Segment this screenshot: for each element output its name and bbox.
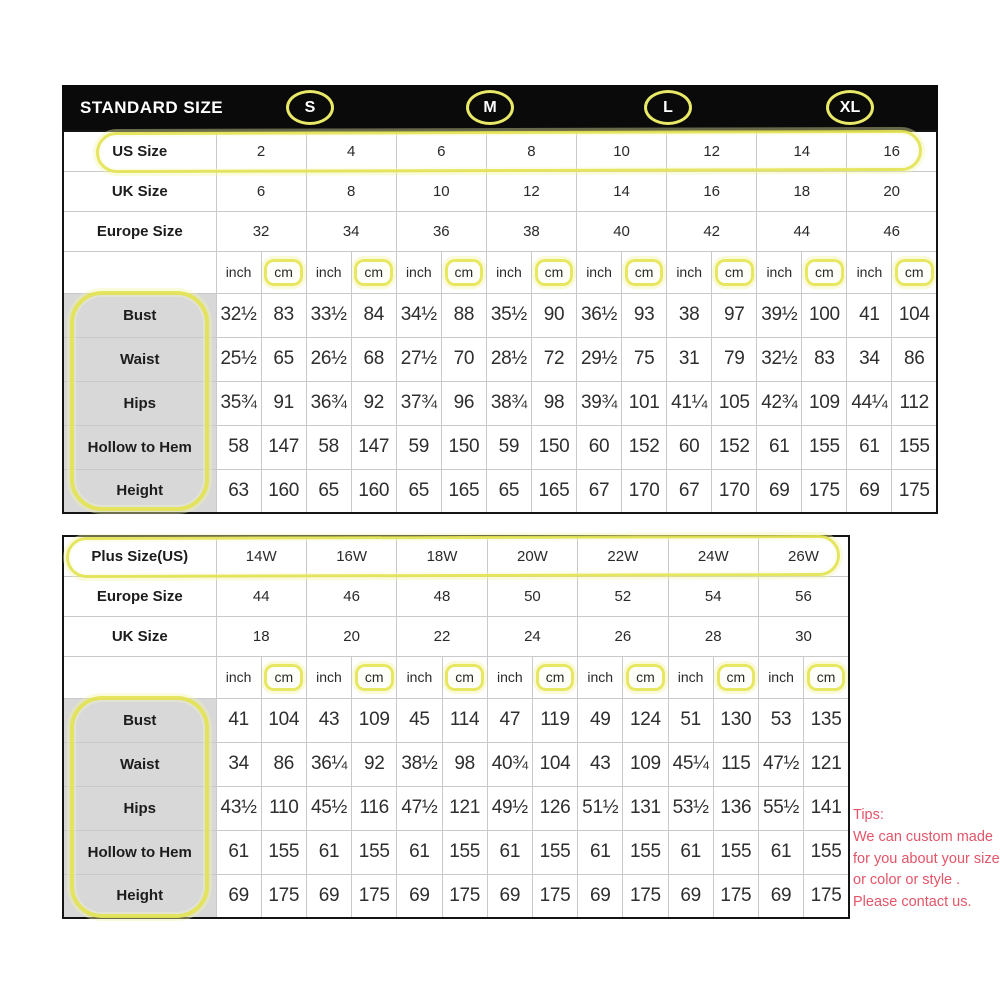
measure-value-cell: 109 (802, 381, 847, 425)
measure-value-cell: 72 (531, 337, 576, 381)
unit-inch-cell: inch (486, 251, 531, 293)
cm-highlight: cm (626, 664, 665, 691)
measure-value-cell: 25½ (216, 337, 261, 381)
unit-inch-cell: inch (216, 656, 261, 698)
measure-value-cell: 43 (306, 698, 351, 742)
custom-made-tips (853, 805, 1000, 913)
unit-cm-cell (351, 251, 396, 293)
size-value-cell: 16 (667, 171, 757, 211)
size-value-cell: 18 (757, 171, 847, 211)
measure-value-cell: 70 (441, 337, 486, 381)
cm-highlight: cm (625, 259, 664, 286)
measure-value-cell: 60 (667, 425, 712, 469)
measure-value-cell: 101 (622, 381, 667, 425)
measure-value-cell: 41 (847, 293, 892, 337)
measure-value-cell: 92 (352, 742, 397, 786)
size-row (63, 171, 937, 211)
unit-cm-cell (261, 656, 306, 698)
measure-value-cell: 114 (442, 698, 487, 742)
measure-value-cell: 175 (352, 874, 397, 918)
standard-size-grid (62, 130, 938, 514)
cm-highlight: cm (445, 664, 484, 691)
measure-value-cell: 43 (578, 742, 623, 786)
measure-row (63, 786, 849, 830)
size-value-cell: 44 (216, 576, 306, 616)
unit-inch-cell: inch (847, 251, 892, 293)
cm-highlight: cm (807, 664, 846, 691)
unit-inch-cell: inch (578, 656, 623, 698)
measure-value-cell: 119 (532, 698, 577, 742)
measure-value-cell: 90 (531, 293, 576, 337)
measure-value-cell: 38¾ (486, 381, 531, 425)
measure-value-cell: 41¼ (667, 381, 712, 425)
measure-row (63, 293, 937, 337)
measure-value-cell: 109 (352, 698, 397, 742)
measure-value-cell: 38½ (397, 742, 442, 786)
measure-value-cell: 155 (623, 830, 668, 874)
measure-value-cell: 53½ (668, 786, 713, 830)
size-badge-xl (826, 90, 874, 125)
measure-value-cell: 88 (441, 293, 486, 337)
size-value-cell: 26 (578, 616, 668, 656)
measure-value-cell: 155 (442, 830, 487, 874)
measure-value-cell: 61 (216, 830, 261, 874)
measure-row-label: Bust (63, 293, 216, 337)
unit-inch-cell: inch (667, 251, 712, 293)
measure-value-cell: 65 (261, 337, 306, 381)
size-value-cell: 16W (306, 536, 396, 576)
size-value-cell: 28 (668, 616, 758, 656)
size-row-label: Plus Size(US) (63, 536, 216, 576)
measure-value-cell: 104 (892, 293, 937, 337)
unit-cm-cell (802, 251, 847, 293)
measure-value-cell: 69 (487, 874, 532, 918)
measure-value-cell: 150 (531, 425, 576, 469)
measure-value-cell: 175 (623, 874, 668, 918)
unit-inch-cell: inch (758, 656, 803, 698)
measure-value-cell: 58 (306, 425, 351, 469)
measure-value-cell: 61 (306, 830, 351, 874)
measure-value-cell: 124 (623, 698, 668, 742)
measure-value-cell: 104 (532, 742, 577, 786)
measure-value-cell: 33½ (306, 293, 351, 337)
measure-row (63, 874, 849, 918)
size-value-cell: 20 (847, 171, 937, 211)
measure-value-cell: 63 (216, 469, 261, 513)
size-value-cell: 12 (486, 171, 576, 211)
size-row-label: Europe Size (63, 211, 216, 251)
size-value-cell: 22W (578, 536, 668, 576)
size-value-cell: 2 (216, 131, 306, 171)
unit-inch-cell: inch (397, 656, 442, 698)
size-row-label: UK Size (63, 616, 216, 656)
size-row-label: US Size (63, 131, 216, 171)
standard-size-title: STANDARD SIZE (80, 97, 224, 117)
measure-value-cell: 165 (531, 469, 576, 513)
measure-row-label: Hips (63, 786, 216, 830)
measure-value-cell: 59 (396, 425, 441, 469)
measure-value-cell: 155 (713, 830, 758, 874)
size-badge-m-label: M (483, 98, 497, 116)
measure-value-cell: 170 (622, 469, 667, 513)
size-value-cell: 24 (487, 616, 577, 656)
measure-value-cell: 175 (532, 874, 577, 918)
measure-value-cell: 59 (486, 425, 531, 469)
measure-value-cell: 175 (892, 469, 937, 513)
measure-value-cell: 147 (261, 425, 306, 469)
measure-value-cell: 40¾ (487, 742, 532, 786)
size-value-cell: 4 (306, 131, 396, 171)
unit-inch-cell: inch (216, 251, 261, 293)
measure-value-cell: 131 (623, 786, 668, 830)
size-badge-l (644, 90, 692, 125)
measure-value-cell: 175 (804, 874, 849, 918)
unit-cm-cell (623, 656, 668, 698)
size-badge-xl-label: XL (839, 98, 861, 116)
measure-row-label: Hollow to Hem (63, 425, 216, 469)
size-row-label: Europe Size (63, 576, 216, 616)
measure-value-cell: 41 (216, 698, 261, 742)
measure-value-cell: 109 (623, 742, 668, 786)
measure-value-cell: 36½ (577, 293, 622, 337)
size-value-cell: 26W (758, 536, 849, 576)
size-value-cell: 50 (487, 576, 577, 616)
measure-row-label: Bust (63, 698, 216, 742)
measure-row-label: Waist (63, 337, 216, 381)
measure-value-cell: 45 (397, 698, 442, 742)
unit-inch-cell: inch (396, 251, 441, 293)
measure-value-cell: 32½ (216, 293, 261, 337)
measure-value-cell: 34½ (396, 293, 441, 337)
unit-row (63, 251, 937, 293)
measure-value-cell: 93 (622, 293, 667, 337)
size-value-cell: 10 (577, 131, 667, 171)
measure-row-label: Hips (63, 381, 216, 425)
measure-value-cell: 98 (442, 742, 487, 786)
measure-value-cell: 67 (577, 469, 622, 513)
cm-highlight: cm (535, 259, 574, 286)
measure-value-cell: 61 (758, 830, 803, 874)
unit-cm-cell (713, 656, 758, 698)
measure-value-cell: 31 (667, 337, 712, 381)
cm-highlight: cm (715, 259, 754, 286)
measure-value-cell: 165 (441, 469, 486, 513)
size-value-cell: 18 (216, 616, 306, 656)
size-value-cell: 48 (397, 576, 487, 616)
measure-value-cell: 175 (713, 874, 758, 918)
size-value-cell: 32 (216, 211, 306, 251)
unit-inch-cell: inch (668, 656, 713, 698)
unit-inch-cell: inch (487, 656, 532, 698)
measure-value-cell: 44¼ (847, 381, 892, 425)
measure-row (63, 425, 937, 469)
measure-value-cell: 160 (351, 469, 396, 513)
measure-value-cell: 49 (578, 698, 623, 742)
unit-cm-cell (622, 251, 667, 293)
measure-value-cell: 141 (804, 786, 849, 830)
measure-value-cell: 32½ (757, 337, 802, 381)
plus-size-grid (62, 535, 850, 919)
measure-value-cell: 155 (261, 830, 306, 874)
unit-row-label-empty (63, 251, 216, 293)
measure-value-cell: 92 (351, 381, 396, 425)
unit-inch-cell: inch (757, 251, 802, 293)
measure-value-cell: 175 (442, 874, 487, 918)
measure-value-cell: 65 (486, 469, 531, 513)
size-value-cell: 54 (668, 576, 758, 616)
measure-row (63, 830, 849, 874)
measure-value-cell: 86 (892, 337, 937, 381)
unit-cm-cell (532, 656, 577, 698)
tips-line: We can custom made (853, 829, 993, 846)
size-value-cell: 38 (486, 211, 576, 251)
measure-value-cell: 61 (847, 425, 892, 469)
unit-inch-cell: inch (577, 251, 622, 293)
unit-cm-cell (712, 251, 757, 293)
measure-value-cell: 136 (713, 786, 758, 830)
measure-value-cell: 37¾ (396, 381, 441, 425)
cm-highlight: cm (264, 259, 303, 286)
measure-value-cell: 112 (892, 381, 937, 425)
measure-value-cell: 147 (351, 425, 396, 469)
measure-value-cell: 155 (804, 830, 849, 874)
measure-value-cell: 155 (532, 830, 577, 874)
cm-highlight: cm (717, 664, 756, 691)
size-value-cell: 18W (397, 536, 487, 576)
measure-row (63, 698, 849, 742)
measure-value-cell: 29½ (577, 337, 622, 381)
size-value-cell: 56 (758, 576, 849, 616)
measure-value-cell: 47 (487, 698, 532, 742)
size-row (63, 616, 849, 656)
size-value-cell: 30 (758, 616, 849, 656)
measure-value-cell: 175 (261, 874, 306, 918)
measure-value-cell: 100 (802, 293, 847, 337)
measure-value-cell: 69 (216, 874, 261, 918)
tips-title: Tips: (853, 807, 884, 823)
measure-value-cell: 121 (804, 742, 849, 786)
measure-value-cell: 69 (578, 874, 623, 918)
measure-value-cell: 61 (578, 830, 623, 874)
measure-value-cell: 79 (712, 337, 757, 381)
measure-value-cell: 170 (712, 469, 757, 513)
measure-row-label: Waist (63, 742, 216, 786)
measure-value-cell: 34 (847, 337, 892, 381)
measure-value-cell: 69 (397, 874, 442, 918)
measure-value-cell: 36¾ (306, 381, 351, 425)
measure-value-cell: 42¾ (757, 381, 802, 425)
size-badge-s (286, 90, 334, 125)
measure-value-cell: 51½ (578, 786, 623, 830)
measure-value-cell: 27½ (396, 337, 441, 381)
measure-value-cell: 175 (802, 469, 847, 513)
measure-value-cell: 121 (442, 786, 487, 830)
measure-value-cell: 49½ (487, 786, 532, 830)
cm-highlight: cm (354, 259, 393, 286)
measure-value-cell: 67 (667, 469, 712, 513)
size-value-cell: 24W (668, 536, 758, 576)
measure-value-cell: 28½ (486, 337, 531, 381)
unit-cm-cell (892, 251, 937, 293)
size-badge-m (466, 90, 514, 125)
measure-value-cell: 130 (713, 698, 758, 742)
measure-value-cell: 155 (892, 425, 937, 469)
measure-row (63, 469, 937, 513)
measure-value-cell: 116 (352, 786, 397, 830)
measure-value-cell: 83 (802, 337, 847, 381)
measure-value-cell: 43½ (216, 786, 261, 830)
measure-value-cell: 83 (261, 293, 306, 337)
size-value-cell: 6 (216, 171, 306, 211)
measure-value-cell: 152 (622, 425, 667, 469)
measure-value-cell: 69 (758, 874, 803, 918)
size-value-cell: 46 (306, 576, 396, 616)
unit-inch-cell: inch (306, 656, 351, 698)
standard-size-table (62, 85, 938, 514)
measure-value-cell: 35¾ (216, 381, 261, 425)
cm-highlight: cm (536, 664, 575, 691)
measure-value-cell: 97 (712, 293, 757, 337)
measure-value-cell: 98 (531, 381, 576, 425)
measure-value-cell: 38 (667, 293, 712, 337)
standard-size-header-bar (62, 85, 938, 130)
measure-value-cell: 104 (261, 698, 306, 742)
size-value-cell: 40 (577, 211, 667, 251)
measure-value-cell: 150 (441, 425, 486, 469)
size-value-cell: 52 (578, 576, 668, 616)
measure-value-cell: 84 (351, 293, 396, 337)
size-value-cell: 8 (306, 171, 396, 211)
measure-row-label: Height (63, 469, 216, 513)
size-value-cell: 14 (577, 171, 667, 211)
measure-row (63, 381, 937, 425)
measure-value-cell: 39½ (757, 293, 802, 337)
measure-value-cell: 45¼ (668, 742, 713, 786)
measure-value-cell: 61 (668, 830, 713, 874)
measure-value-cell: 68 (351, 337, 396, 381)
measure-value-cell: 152 (712, 425, 757, 469)
measure-value-cell: 115 (713, 742, 758, 786)
size-row (63, 211, 937, 251)
cm-highlight: cm (264, 664, 303, 691)
size-value-cell: 36 (396, 211, 486, 251)
measure-value-cell: 69 (306, 874, 351, 918)
size-value-cell: 34 (306, 211, 396, 251)
measure-row (63, 742, 849, 786)
measure-value-cell: 35½ (486, 293, 531, 337)
cm-highlight: cm (355, 664, 394, 691)
measure-value-cell: 45½ (306, 786, 351, 830)
size-value-cell: 20W (487, 536, 577, 576)
measure-value-cell: 155 (352, 830, 397, 874)
measure-value-cell: 75 (622, 337, 667, 381)
unit-cm-cell (442, 656, 487, 698)
cm-highlight: cm (445, 259, 484, 286)
size-value-cell: 42 (667, 211, 757, 251)
size-value-cell: 44 (757, 211, 847, 251)
size-value-cell: 16 (847, 131, 937, 171)
unit-cm-cell (261, 251, 306, 293)
measure-value-cell: 53 (758, 698, 803, 742)
measure-value-cell: 96 (441, 381, 486, 425)
measure-value-cell: 34 (216, 742, 261, 786)
measure-value-cell: 126 (532, 786, 577, 830)
measure-value-cell: 105 (712, 381, 757, 425)
measure-value-cell: 39¾ (577, 381, 622, 425)
unit-cm-cell (804, 656, 849, 698)
size-value-cell: 22 (397, 616, 487, 656)
measure-value-cell: 36¼ (306, 742, 351, 786)
measure-value-cell: 69 (847, 469, 892, 513)
measure-value-cell: 91 (261, 381, 306, 425)
size-value-cell: 20 (306, 616, 396, 656)
measure-value-cell: 69 (757, 469, 802, 513)
measure-value-cell: 155 (802, 425, 847, 469)
unit-cm-cell (352, 656, 397, 698)
size-value-cell: 10 (396, 171, 486, 211)
plus-size-table (62, 535, 850, 919)
size-value-cell: 8 (486, 131, 576, 171)
measure-value-cell: 61 (487, 830, 532, 874)
measure-row (63, 337, 937, 381)
measure-value-cell: 61 (757, 425, 802, 469)
size-badge-l-label: L (663, 98, 673, 116)
size-row (63, 536, 849, 576)
tips-line: Please contact us. (853, 893, 972, 910)
measure-value-cell: 58 (216, 425, 261, 469)
measure-value-cell: 47½ (397, 786, 442, 830)
size-value-cell: 14W (216, 536, 306, 576)
size-value-cell: 46 (847, 211, 937, 251)
measure-value-cell: 110 (261, 786, 306, 830)
unit-inch-cell: inch (306, 251, 351, 293)
measure-value-cell: 60 (577, 425, 622, 469)
measure-value-cell: 69 (668, 874, 713, 918)
size-row (63, 131, 937, 171)
measure-value-cell: 86 (261, 742, 306, 786)
measure-value-cell: 61 (397, 830, 442, 874)
size-value-cell: 6 (396, 131, 486, 171)
measure-value-cell: 51 (668, 698, 713, 742)
cm-highlight: cm (895, 259, 934, 286)
measure-row-label: Hollow to Hem (63, 830, 216, 874)
unit-row (63, 656, 849, 698)
size-row-label: UK Size (63, 171, 216, 211)
measure-row-label: Height (63, 874, 216, 918)
cm-highlight: cm (805, 259, 844, 286)
size-row (63, 576, 849, 616)
size-badge-s-label: S (304, 98, 316, 116)
measure-value-cell: 135 (804, 698, 849, 742)
size-value-cell: 12 (667, 131, 757, 171)
measure-value-cell: 65 (306, 469, 351, 513)
tips-line: or color or style . (853, 872, 961, 889)
tips-line: for you about your size (853, 850, 1000, 867)
measure-value-cell: 26½ (306, 337, 351, 381)
measure-value-cell: 65 (396, 469, 441, 513)
unit-cm-cell (441, 251, 486, 293)
measure-value-cell: 47½ (758, 742, 803, 786)
size-value-cell: 14 (757, 131, 847, 171)
unit-row-label-empty (63, 656, 216, 698)
measure-value-cell: 160 (261, 469, 306, 513)
measure-value-cell: 55½ (758, 786, 803, 830)
unit-cm-cell (531, 251, 576, 293)
